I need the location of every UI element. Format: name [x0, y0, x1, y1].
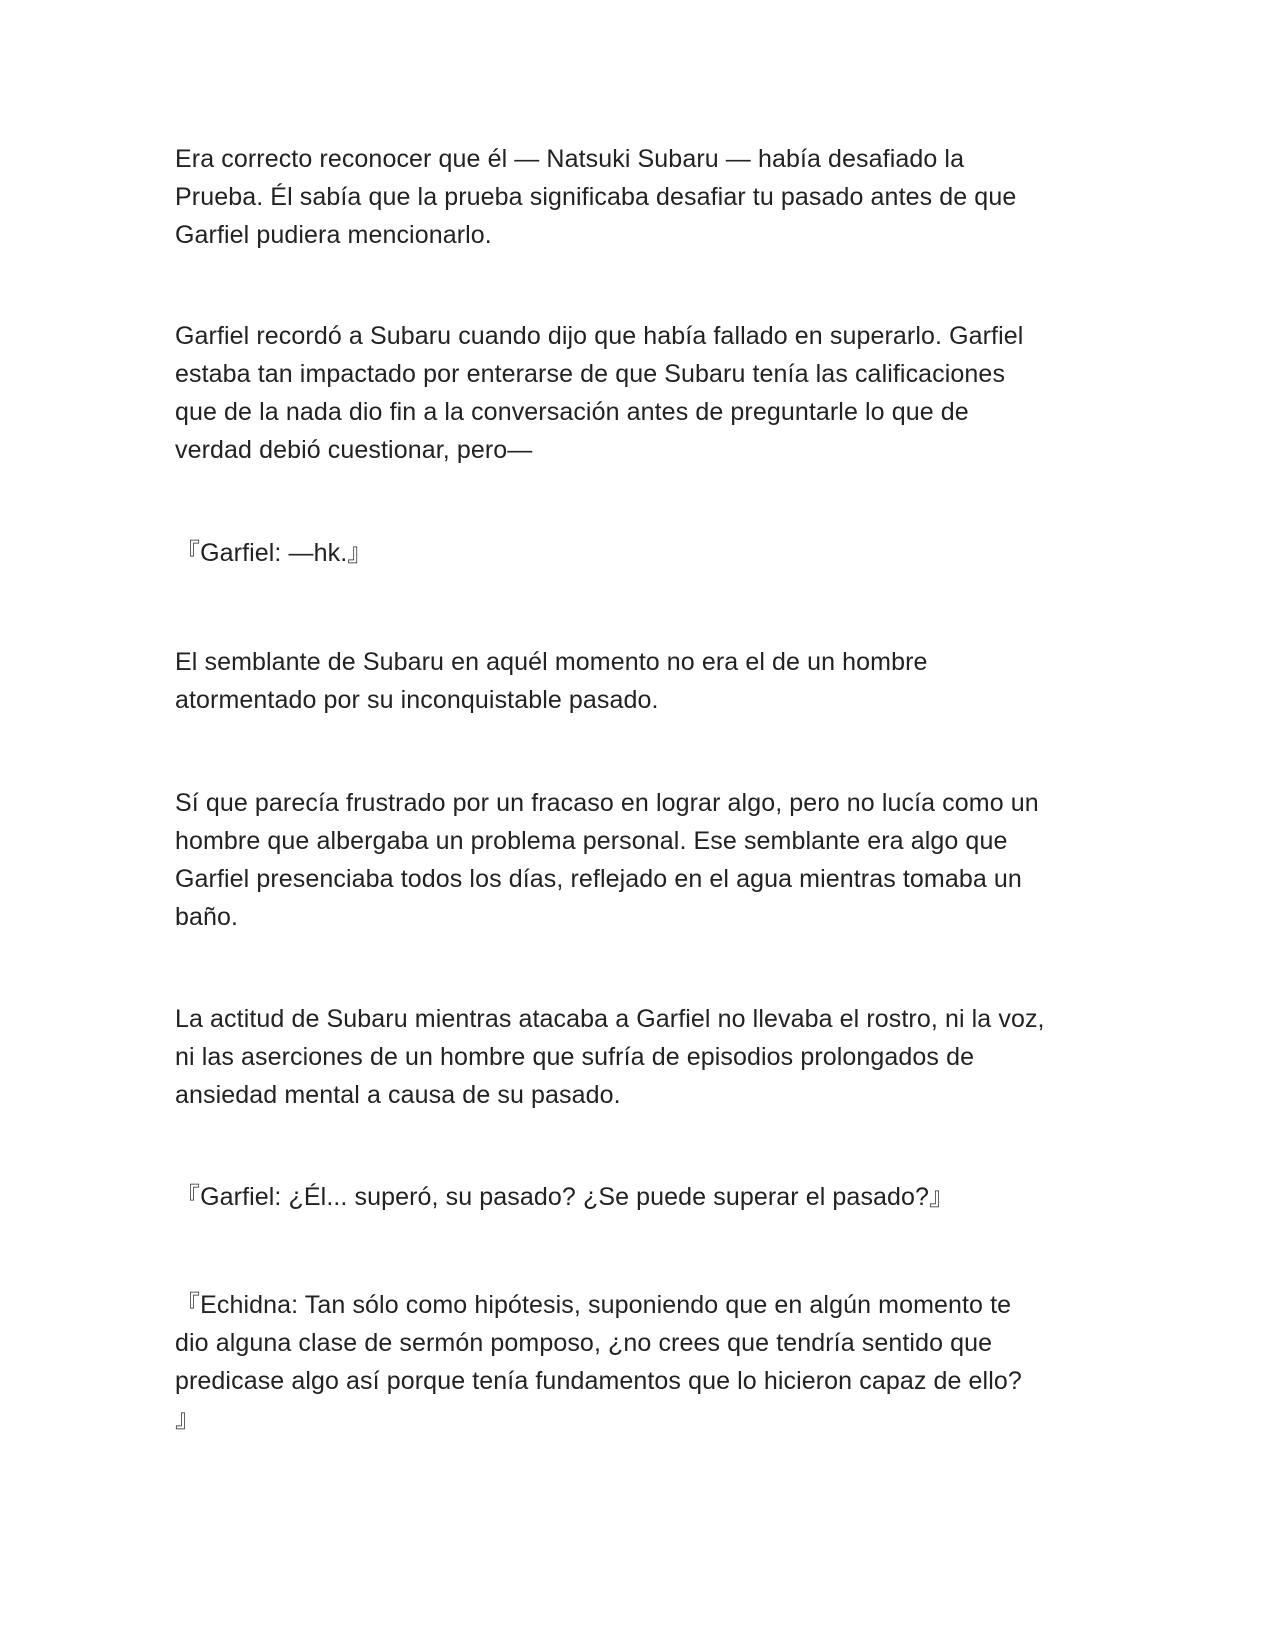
text-line: ni las aserciones de un hombre que sufría de episodios prolongados de [175, 1043, 975, 1071]
text-line: 』 [175, 1405, 201, 1433]
text-line: atormentado por su inconquistable pasado. [175, 686, 659, 714]
text-line: Prueba. Él sabía que la prueba significaba desafiar tu pasado antes de que [175, 183, 1017, 211]
paragraph-2 [175, 317, 1105, 469]
text-line: El semblante de Subaru en aquél momento no era el de un hombre [175, 648, 928, 676]
dialogue-garfiel-2 [175, 1178, 1105, 1216]
text-line: estaba tan impactado por enterarse de que Subaru tenía las calificaciones [175, 360, 1006, 388]
text-line: dio alguna clase de sermón pomposo, ¿no crees que tendría sentido que [175, 1329, 993, 1357]
text-line: Garfiel presenciaba todos los días, reflejado en el agua mientras tomaba un [175, 865, 1022, 893]
text-line: 『Garfiel: ¿Él... superó, su pasado? ¿Se puede superar el pasado?』 [175, 1183, 955, 1211]
text-line: baño. [175, 903, 239, 931]
text-line: 『Garfiel: —hk.』 [175, 539, 373, 567]
text-line: Garfiel pudiera mencionarlo. [175, 221, 492, 249]
text-line: predicase algo así porque tenía fundamentos que lo hicieron capaz de ello? [175, 1367, 1022, 1395]
text-line: Sí que parecía frustrado por un fracaso en lograr algo, pero no lucía como un [175, 789, 1039, 817]
text-line: que de la nada dio fin a la conversación antes de preguntarle lo que de [175, 398, 969, 426]
paragraph-4 [175, 784, 1105, 936]
dialogue-echidna [175, 1286, 1105, 1438]
text-line: hombre que albergaba un problema personal. Ese semblante era algo que [175, 827, 1008, 855]
paragraph-1 [175, 140, 1105, 254]
text-line: La actitud de Subaru mientras atacaba a Garfiel no llevaba el rostro, ni la voz, [175, 1005, 1045, 1033]
text-line: verdad debió cuestionar, pero— [175, 436, 533, 464]
text-line: 『Echidna: Tan sólo como hipótesis, suponiendo que en algún momento te [175, 1291, 1012, 1319]
text-line: Garfiel recordó a Subaru cuando dijo que había fallado en superarlo. Garfiel [175, 322, 1024, 350]
paragraph-5 [175, 1000, 1105, 1114]
dialogue-garfiel-1 [175, 534, 1105, 572]
text-line: ansiedad mental a causa de su pasado. [175, 1081, 621, 1109]
text-line: Era correcto reconocer que él — Natsuki Subaru — había desafiado la [175, 145, 965, 173]
paragraph-3 [175, 643, 1105, 719]
